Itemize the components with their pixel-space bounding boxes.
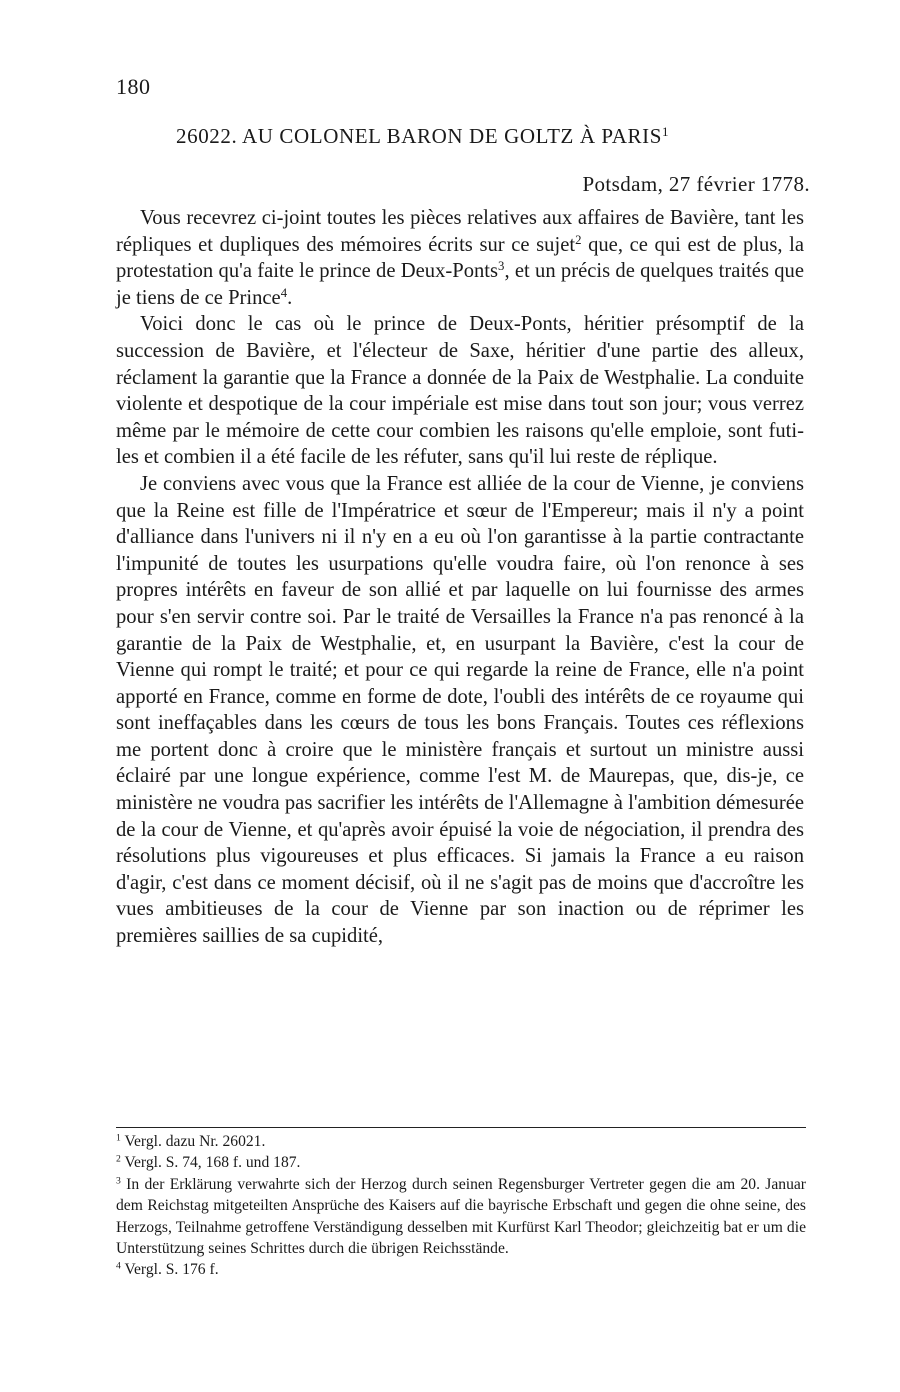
letter-title [176, 124, 669, 149]
paragraph-1 [116, 205, 804, 311]
footnote-mark: 3 [116, 1175, 121, 1187]
footnote-mark: 1 [116, 1132, 121, 1144]
footnote-1 [116, 1131, 806, 1152]
footnote-divider [116, 1127, 806, 1128]
footnotes [116, 1131, 806, 1281]
paragraph-1-text-d: . [287, 286, 293, 309]
footnote-text: In der Erklärung verwahrte sich der Herzog durch seinen Regensburger Vertreter gegen die am 20. Januar dem Reichstag mitgeteilten Ansprüche des Kaisers auf die bayrische Erbschaft und gegen die ohne seine, des Herzogs, Teilnahme getroffene Verständigung desselben mit Kurfürst Karl Theodor; gleichzeitig bat er um die Unterstützung seines Schrittes durch die übrigen Reichsstände. [116, 1175, 806, 1258]
paragraph-3: Je conviens avec vous que la France est alliée de la cour de Vienne, je conviens que la Reine est fille de l'Impératrice et sœur de l'Empereur; mais il n'y a point d'alliance dans l'univers ni il n'y en a eu où l'on garantisse à la partie contractante l'impunité de toutes les usurpations qu'elle voudra faire, où l'on renonce à ses propres intérêts en faveur de son allié et par laquelle on lui fournisse des armes pour s'en servir contre soi. Par le traité de Versailles la France n'a pas renoncé à la garantie de la Paix de Westphalie, et, en usurpant la Bavière, c'est la cour de Vienne qui rompt le traité; et pour ce qui regarde la reine de France, elle n'a point apporté en France, comme en forme de dote, l'oubli des intérêts de ce royaume qui sont ineffaçables dans les cœurs de tous les bons Français. Toutes ces réflexions me portent donc à croire que le ministère français et surtout un ministre aussi éclairé par une longue expérience, comme l'est M. de Maurepas, que, dis-je, ce ministère ne voudra pas sacrifier les intérêts de l'Allemagne à l'ambition démesurée de la cour de Vienne, et qu'après avoir épuisé la voie de négociation, il prendra des résolutions plus vigoureuses et plus efficaces. Si jamais la France a eu raison d'agir, c'est dans ce moment décisif, où il ne s'agit pas de moins que d'accroître les vues ambitieuses de la cour de Vienne par son inaction ou de réprimer les premières saillies de sa cupidité, [116, 472, 804, 948]
page-number: 180 [116, 74, 151, 99]
footnote-2 [116, 1152, 806, 1173]
footnote-ref-2: 2 [575, 232, 582, 247]
footnote-ref-1: 1 [662, 123, 670, 139]
footnote-text: Vergl. dazu Nr. 26021. [124, 1133, 266, 1150]
letter-title-text: 26022. AU COLONEL BARON DE GOLTZ À PARIS [176, 124, 663, 148]
footnote-text: Vergl. S. 74, 168 f. und 187. [124, 1154, 301, 1172]
footnote-ref-3: 3 [498, 259, 505, 274]
paragraph-2: Voici donc le cas où le prince de Deux-Ponts, héritier présomptif de la succession de Bavière, et l'électeur de Saxe, héritier d'une partie des alleux, réclament la garantie que la France a donnée de la Paix de Westphalie. La conduite violente et despotique de la cour impériale est mise dans tout son jour; vous verrez même par le mémoire de cette cour combien les raisons qu'elle emploie, sont futiles et combien il a été facile de les réfuter, sans qu'il lui reste de réplique. [116, 313, 804, 469]
footnote-4 [116, 1259, 806, 1280]
dateline: Potsdam, 27 février 1778. [582, 172, 810, 196]
paragraph-1-text-a: Vous recevrez ci-joint toutes les pièces relatives aux affaires de Bavière, tant les répliques et dupliques des mémoires écrits sur ce sujet [116, 207, 804, 256]
footnote-mark: 2 [116, 1154, 121, 1166]
paragraph-1-text-c: , et un précis de quelques traités que je tiens de ce Prince [116, 260, 804, 309]
footnote-ref-4: 4 [280, 285, 288, 300]
footnote-mark: 4 [116, 1261, 121, 1273]
footnote-text: Vergl. S. 176 f. [124, 1261, 219, 1279]
paragraph-1-text-b: que, ce qui est de plus, la protestation qu'a faite le prince de Deux-Ponts [116, 233, 804, 283]
letter-body [116, 205, 804, 950]
footnote-3 [116, 1174, 806, 1260]
